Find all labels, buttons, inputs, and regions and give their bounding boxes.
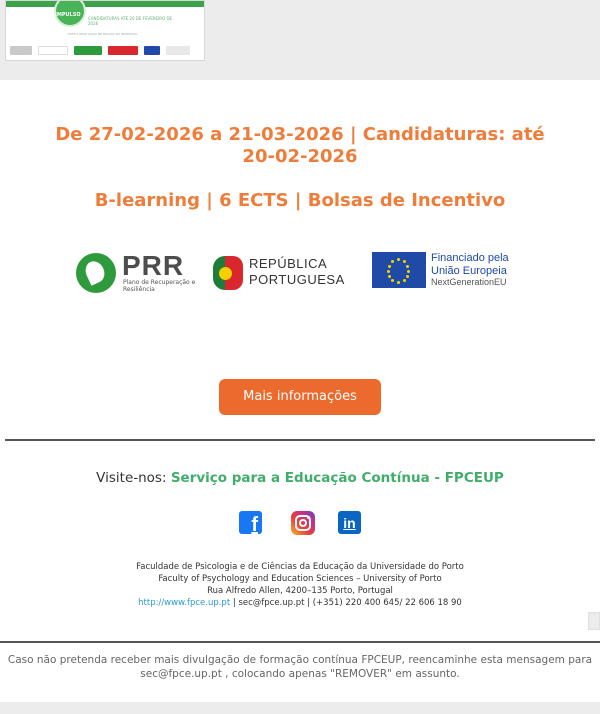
prr-subtitle: Plano de Recuperação e Resiliência [123,279,196,293]
unsubscribe-footer [0,643,600,702]
address-line1: Faculdade de Psicologia e de Ciências da Educação da Universidade do Porto [136,562,464,572]
eu-line2: União Europeia [431,265,507,277]
eu-line3: NextGenerationEU [431,277,507,287]
eu-mini-text [166,46,190,55]
rp-text [249,256,345,288]
website-link[interactable]: http://www.fpce.up.pt [138,598,231,608]
rp-line2: PORTUGUESA [249,272,345,287]
more-info-button[interactable]: Mais informações [219,379,381,415]
institution-address [0,561,600,609]
linkedin-icon[interactable]: in [338,511,361,534]
eu-mini-logo [144,46,160,55]
rp-line1: REPÚBLICA [249,256,328,271]
visit-prefix: Visite-nos: [96,470,167,486]
fpceup-link[interactable]: Serviço para a Educação Contínua - FPCEUP [170,470,504,486]
address-line4 [0,597,600,609]
bottom-band [0,702,600,714]
social-links [0,510,600,536]
eu-line1: Financiado pela [431,252,509,264]
banner-note: ESTE CURSO GOZA DE BOLSAS DE INCENTIVO [68,32,138,36]
banner-candidaturas: CANDIDATURAS ATÉ 20 DE FEVEREIRO DE 2026 [88,16,173,26]
prr-swirl-icon [76,253,116,293]
funding-logos [72,248,528,298]
prr-mini-logo [74,46,102,55]
prr-title: PRR [122,250,185,281]
contact-info: | sec@fpce.up.pt | (+351) 220 400 645/ 22 606 18 90 [230,598,462,608]
address-line3: Rua Alfredo Allen, 4200–135 Porto, Portugal [207,586,393,596]
portugal-flag-icon [213,256,243,290]
eu-text [431,252,509,278]
facebook-icon[interactable]: f [239,511,262,534]
rp-mini-logo [108,46,138,55]
banner-logos [10,43,202,57]
visit-us [0,470,600,486]
email-card [0,80,600,642]
unsubscribe-text: Caso não pretenda receber mais divulgação de formação contínua FPCEUP, reencaminhe esta mensagem para sec@fpce.up.pt , colocando apenas "REMOVER" em assunto. [7,654,593,680]
scroll-handle[interactable] [588,612,600,630]
divider [5,439,595,441]
course-dates: De 27-02-2026 a 21-03-2026 | Candidaturas: até 20-02-2026 [55,124,545,167]
republica-portuguesa-logo [213,254,353,294]
address-line2: Faculty of Psychology and Education Sciences – University of Porto [158,574,442,584]
prr-logo [76,252,201,294]
top-band [0,0,600,80]
banner-stripe [6,1,205,7]
eu-flag-icon [372,252,426,288]
impulso-label: IMPULSO [55,12,81,18]
porto-logo [10,46,32,55]
course-banner-image[interactable] [5,0,205,61]
spacer-logo [38,46,68,55]
instagram-icon[interactable] [291,511,315,535]
course-format: B-learning | 6 ECTS | Bolsas de Incentivo [94,190,506,211]
eu-logo [372,252,522,292]
